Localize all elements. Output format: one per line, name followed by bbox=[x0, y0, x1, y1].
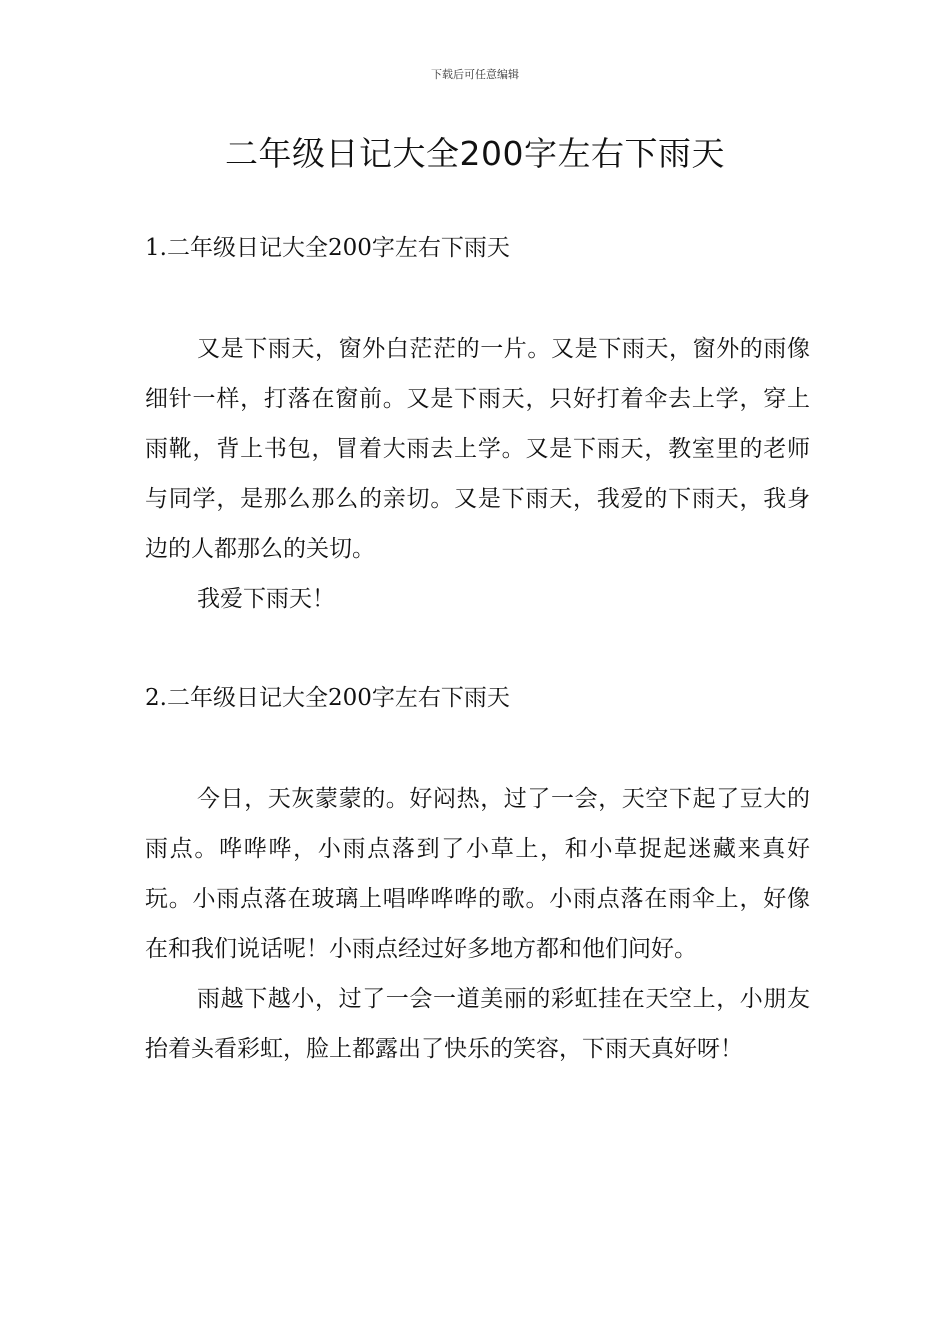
section-1 bbox=[145, 233, 810, 263]
section-2-body bbox=[145, 774, 810, 1074]
header-note: 下载后可任意编辑 bbox=[431, 68, 519, 81]
document-title: 二年级日记大全200字左右下雨天 bbox=[225, 134, 725, 173]
section-heading: 2.二年级日记大全200字左右下雨天 bbox=[145, 685, 510, 711]
section-heading: 1.二年级日记大全200字左右下雨天 bbox=[145, 235, 510, 261]
paragraph: 我爱下雨天！ bbox=[197, 586, 335, 612]
section-1-body bbox=[145, 324, 810, 624]
paragraph: 雨越下越小，过了一会一道美丽的彩虹挂在天空上，小朋友抬着头看彩虹，脸上都露出了快乐的笑容，下雨天真好呀！ bbox=[145, 986, 810, 1062]
paragraph: 今日，天灰蒙蒙的。好闷热，过了一会，天空下起了豆大的雨点。哗哗哗，小雨点落到了小草上，和小草捉起迷藏来真好玩。小雨点落在玻璃上唱哗哗哗的歌。小雨点落在雨伞上，好像在和我们说话呢！小雨点经过好多地方都和他们问好。 bbox=[145, 786, 810, 962]
section-2 bbox=[145, 683, 810, 713]
paragraph: 又是下雨天，窗外白茫茫的一片。又是下雨天，窗外的雨像细针一样，打落在窗前。又是下雨天，只好打着伞去上学，穿上雨靴，背上书包，冒着大雨去上学。又是下雨天，教室里的老师与同学，是那么那么的亲切。又是下雨天，我爱的下雨天，我身边的人都那么的关切。 bbox=[145, 336, 810, 562]
